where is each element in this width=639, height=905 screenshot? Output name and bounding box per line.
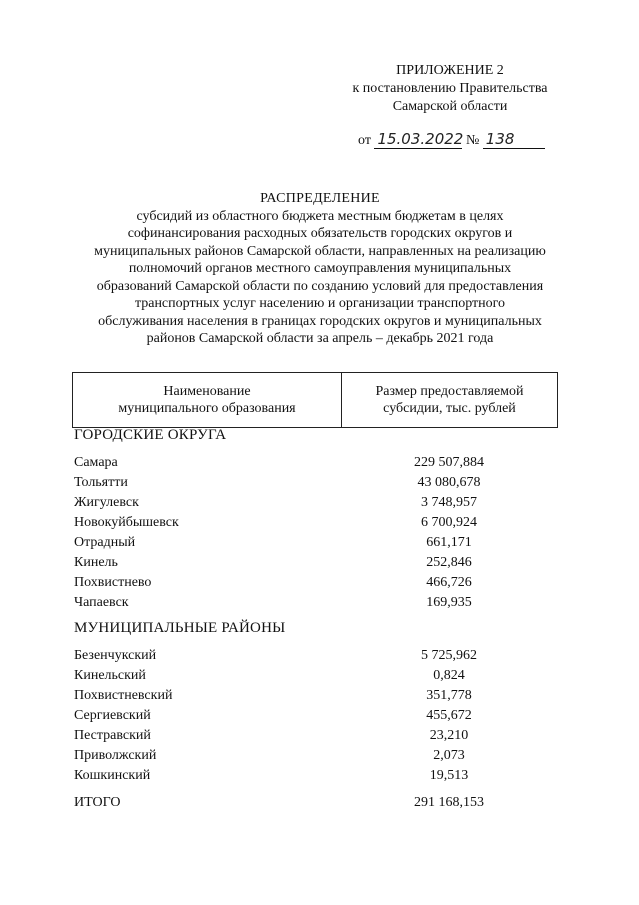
table-row — [74, 515, 494, 535]
row-value: 252,846 — [426, 555, 472, 570]
table-row — [74, 475, 494, 495]
header-municipality-line-1: Наименование — [163, 384, 251, 399]
total-value: 291 168,153 — [414, 795, 484, 810]
row-name: Приволжский — [74, 748, 157, 763]
section-municipal-districts: МУНИЦИПАЛЬНЫЕ РАЙОНЫ — [74, 620, 286, 636]
appendix-header — [330, 62, 570, 116]
row-value: 5 725,962 — [421, 648, 477, 663]
table-row — [74, 648, 494, 668]
row-name: Отрадный — [74, 535, 136, 550]
document-title — [60, 190, 580, 348]
table-row — [74, 535, 494, 555]
title-heading: РАСПРЕДЕЛЕНИЕ — [260, 191, 380, 206]
table-header — [72, 372, 558, 428]
row-value: 43 080,678 — [417, 475, 481, 490]
ref-date: 15.03.2022 — [374, 130, 462, 149]
table-row — [74, 555, 494, 575]
row-value: 351,778 — [426, 688, 472, 703]
header-subsidy-line-2: субсидии, тыс. рублей — [383, 401, 516, 416]
row-name: Сергиевский — [74, 708, 151, 723]
table-row — [74, 768, 494, 788]
row-value: 661,171 — [426, 535, 472, 550]
subtitle-line: районов Самарской области за апрель – декабрь 2021 года — [146, 331, 494, 346]
table-row — [74, 728, 494, 748]
row-value: 229 507,884 — [414, 455, 484, 470]
table-row — [74, 495, 494, 515]
row-name: Кинельский — [74, 668, 146, 683]
row-name: Тольятти — [74, 475, 128, 490]
header-subsidy — [342, 373, 557, 427]
row-value: 2,073 — [433, 748, 465, 763]
row-name: Чапаевск — [74, 595, 129, 610]
table-row — [74, 575, 494, 595]
table-row — [74, 455, 494, 475]
row-value: 455,672 — [426, 708, 472, 723]
row-name: Кинель — [74, 555, 118, 570]
table-row — [74, 668, 494, 688]
row-name: Новокуйбышевск — [74, 515, 179, 530]
row-value: 466,726 — [426, 575, 472, 590]
table-row — [74, 748, 494, 768]
row-name: Самара — [74, 455, 118, 470]
ref-number: 138 — [483, 130, 545, 149]
row-name: Похвистнево — [74, 575, 152, 590]
appendix-number: ПРИЛОЖЕНИЕ 2 — [396, 63, 504, 78]
subtitle-line: софинансирования расходных обязательств городских округов и — [127, 226, 513, 241]
row-name: Жигулевск — [74, 495, 139, 510]
row-value: 3 748,957 — [421, 495, 477, 510]
appendix-line-1: к постановлению Правительства — [352, 81, 548, 96]
row-value: 6 700,924 — [421, 515, 477, 530]
total-label: ИТОГО — [74, 795, 121, 810]
row-value: 19,513 — [429, 768, 469, 783]
row-name: Кошкинский — [74, 768, 151, 783]
subtitle-line: обслуживания населения в границах городских округов и муниципальных — [98, 313, 542, 329]
subtitle-line: образований Самарской области по созданию условий для предоставления — [96, 278, 544, 294]
header-municipality-line-2: муниципального образования — [118, 401, 296, 416]
section-urban-districts: ГОРОДСКИЕ ОКРУГА — [74, 427, 227, 443]
row-name: Безенчукский — [74, 648, 157, 663]
title-subtitle — [60, 208, 580, 348]
subtitle-line: муниципальных районов Самарской области, направленных на реализацию — [94, 243, 546, 259]
row-name: Похвистневский — [74, 688, 173, 703]
subtitle-line: транспортных услуг населению и организации транспортного — [134, 296, 506, 311]
table-row — [74, 595, 494, 615]
decree-reference — [358, 130, 545, 149]
subtitle-line: полномочий органов местного самоуправления муниципальных — [128, 261, 512, 276]
header-subsidy-line-1: Размер предоставляемой — [375, 384, 524, 399]
table-row — [74, 688, 494, 708]
ref-number-sign: № — [465, 133, 480, 148]
ref-prefix: от — [358, 133, 371, 148]
row-value: 0,824 — [433, 668, 465, 683]
subtitle-line: субсидий из областного бюджета местным бюджетам в целях — [136, 208, 504, 224]
appendix-line-2: Самарской области — [392, 99, 508, 114]
table-row — [74, 708, 494, 728]
row-value: 169,935 — [426, 595, 472, 610]
row-value: 23,210 — [429, 728, 469, 743]
row-name: Пестравский — [74, 728, 151, 743]
header-municipality — [73, 373, 342, 427]
